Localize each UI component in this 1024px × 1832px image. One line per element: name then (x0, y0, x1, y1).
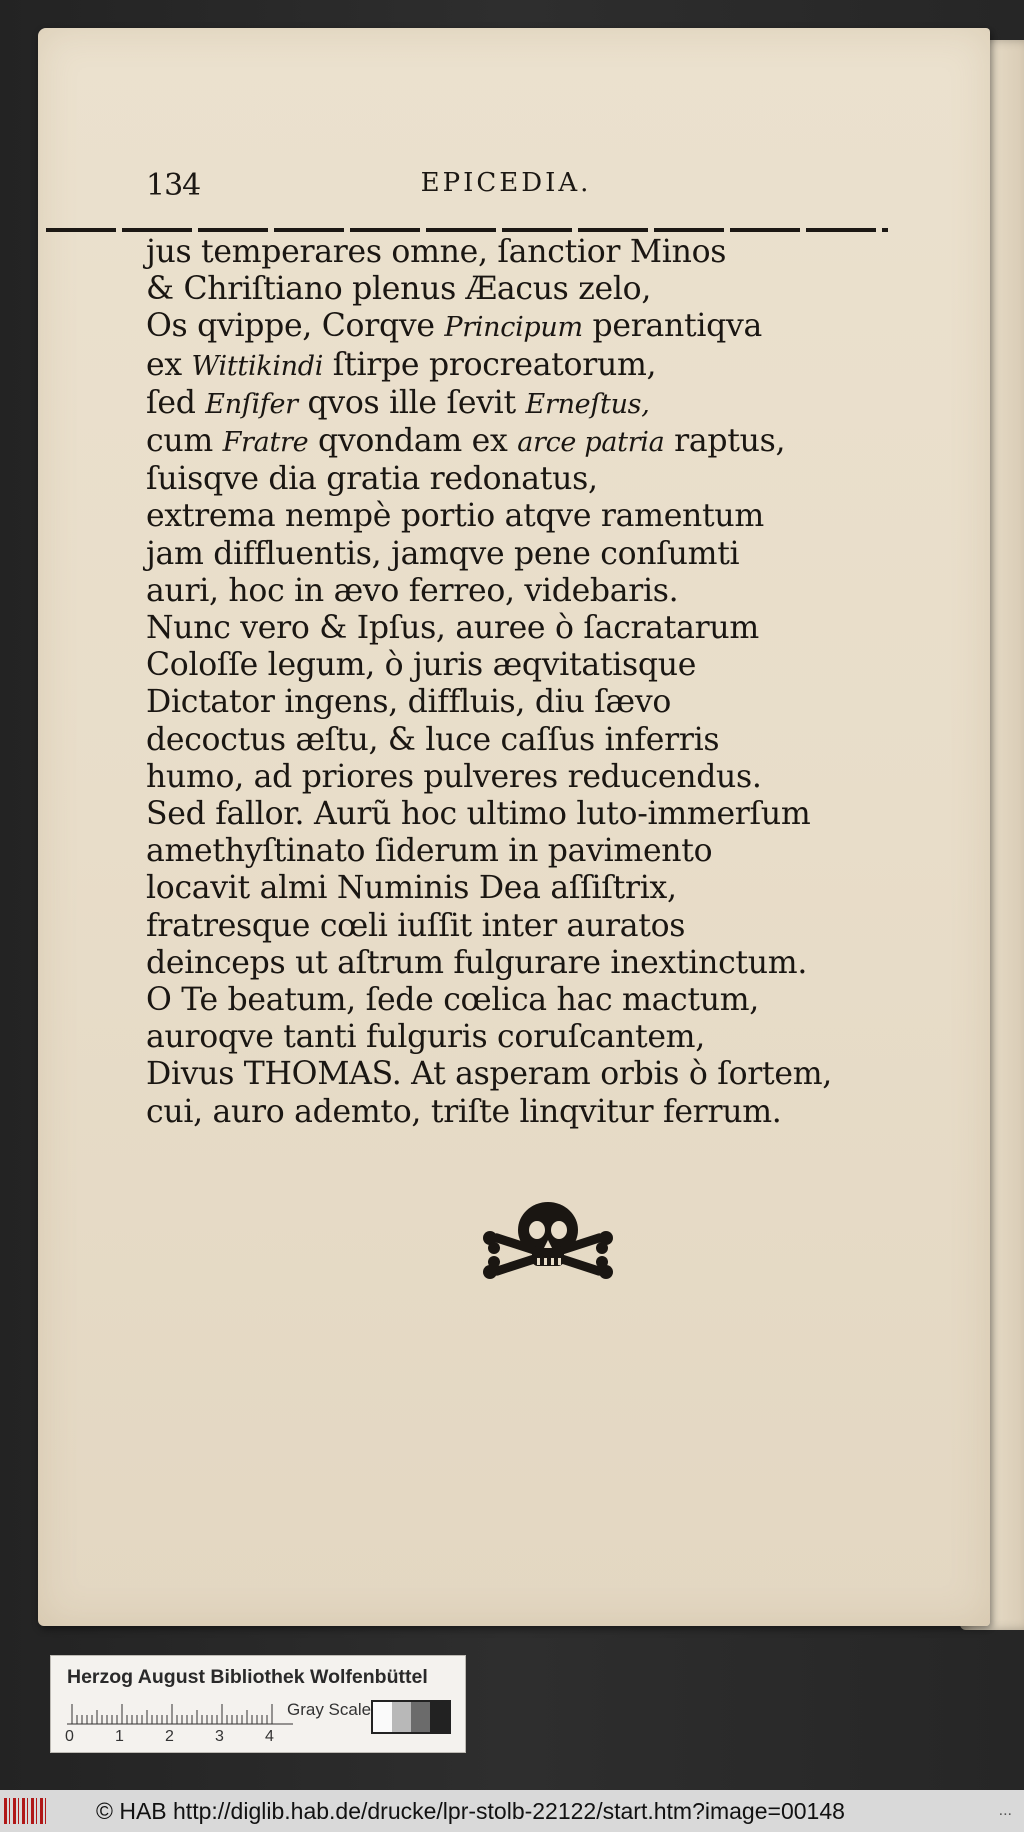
text-run: fratresque cœli iuſſit inter auratos (146, 907, 686, 944)
text-run: Os qvippe, Corqve (146, 308, 445, 345)
text-run: ſuisqve dia gratia redonatus, (146, 461, 598, 498)
text-line (146, 1094, 916, 1131)
text-run: locavit almi Numinis Dea aſſiſtrix, (146, 870, 677, 907)
italic-name: Erneſtus, (525, 388, 650, 420)
status-bar (0, 1790, 1024, 1832)
text-line (146, 461, 916, 498)
ruler-scale (67, 1702, 293, 1732)
text-line (146, 573, 916, 610)
running-head: EPICEDIA. (420, 168, 592, 198)
text-line (146, 1056, 916, 1093)
text-run: ſtirpe procreatorum, (323, 346, 657, 383)
text-line (146, 796, 916, 833)
italic-name: Principum (444, 312, 583, 344)
ruler-digit: 4 (265, 1728, 274, 1745)
source-url-text[interactable]: © HAB http://diglib.hab.de/drucke/lpr-stolb-22122/start.htm?image=00148 (96, 1798, 845, 1824)
text-run: deinceps ut aſtrum fulgurare inextinctum. (146, 944, 808, 981)
text-run: Sed fallor. Aurũ hoc ultimo luto-immerſum (146, 796, 811, 833)
text-run: decoctus æſtu, & luce caſſus inferris (146, 721, 720, 758)
text-run: cui, auro ademto, triſte linqvitur ferrum. (146, 1093, 782, 1130)
more-icon[interactable]: ... (998, 1802, 1012, 1819)
text-run: auri, hoc in ævo ferreo, videbaris. (146, 572, 679, 609)
text-line (146, 271, 916, 308)
library-label (50, 1655, 466, 1753)
text-line (146, 722, 916, 759)
text-run: Coloſſe legum, ò juris æqvitatisque (146, 647, 697, 684)
text-run: Dictator ingens, diffluis, diu ſævo (146, 684, 672, 721)
gray-scale-patches (371, 1700, 451, 1734)
text-line (146, 908, 916, 945)
text-line (146, 1019, 916, 1056)
gray-scale-label: Gray Scale (287, 1700, 372, 1719)
text-line (146, 385, 916, 423)
text-line (146, 498, 916, 535)
page-number: 134 (146, 168, 201, 203)
text-line (146, 536, 916, 573)
italic-name: Wittikindi (191, 350, 324, 382)
header-rule (46, 228, 888, 232)
text-run: & Chriſtiano plenus Æacus zelo, (146, 271, 652, 308)
text-run: qvos ille ſevit (297, 384, 526, 421)
text-line (146, 647, 916, 684)
text-line (146, 610, 916, 647)
text-run: jam diffluentis, jamqve pene conſumti (146, 535, 740, 572)
ruler-digit: 0 (65, 1728, 74, 1745)
text-line (146, 833, 916, 870)
text-line (146, 684, 916, 721)
text-run: O Te beatum, ſede cœlica hac mactum, (146, 982, 760, 1019)
ruler-digit: 1 (115, 1728, 124, 1745)
ruler-digit: 2 (165, 1728, 174, 1745)
text-line (146, 423, 916, 461)
text-run: Divus THOMAS. At asperam orbis ò ſortem, (146, 1056, 832, 1093)
ruler-digit: 3 (215, 1728, 224, 1745)
text-line (146, 347, 916, 385)
text-line (146, 982, 916, 1019)
text-run: ex (146, 346, 192, 383)
text-line (146, 870, 916, 907)
text-run: Nunc vero & Ipſus, auree ò ſacratarum (146, 610, 759, 647)
text-run: perantiqva (582, 308, 762, 345)
text-run: amethyſtinato ſiderum in pavimento (146, 833, 713, 870)
page-header (146, 160, 886, 210)
library-name: Herzog August Bibliothek Wolfenbüttel (67, 1666, 428, 1688)
text-line (146, 945, 916, 982)
poem-text (146, 234, 916, 1131)
text-run: ſed (146, 384, 206, 421)
text-run: extrema nempè portio atqve ramentum (146, 498, 764, 535)
text-line (146, 759, 916, 796)
italic-name: Fratre (222, 427, 309, 459)
text-run: jus temperares omne, ſanctior Minos (146, 234, 727, 270)
text-run: humo, ad priores pulveres reducendus. (146, 758, 762, 795)
skull-crossbones-icon (480, 1200, 616, 1286)
text-run: qvondam ex (308, 423, 518, 460)
italic-name: Enſifer (205, 388, 298, 420)
text-line (146, 308, 916, 346)
text-run: raptus, (664, 423, 786, 460)
text-run: cum (146, 423, 223, 460)
text-run: auroqve tanti fulguris coruſcantem, (146, 1019, 705, 1056)
italic-name: arce patria (517, 427, 665, 459)
barcode-icon (4, 1798, 48, 1824)
text-line (146, 234, 916, 271)
